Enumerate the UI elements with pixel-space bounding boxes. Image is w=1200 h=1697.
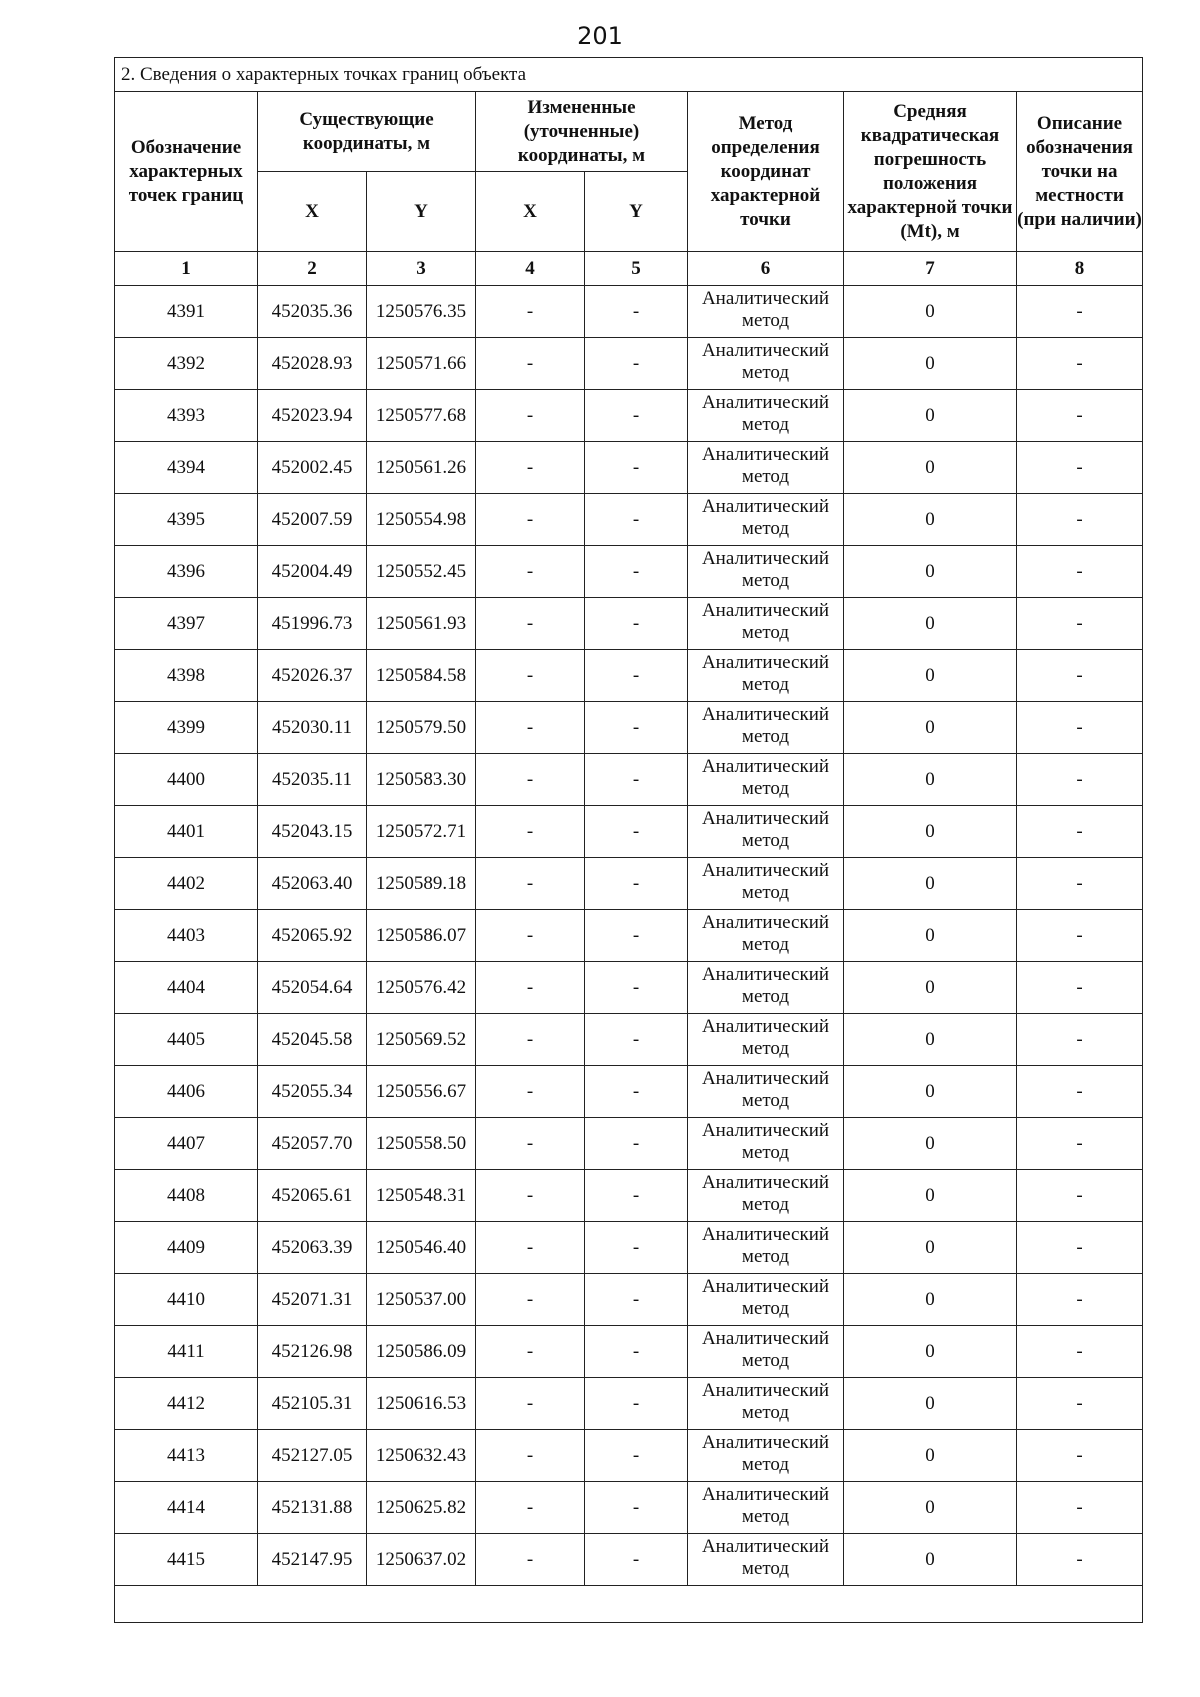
existing-y-cell: 1250572.71 xyxy=(367,806,476,858)
existing-x-cell: 451996.73 xyxy=(258,598,367,650)
method-text: Аналитический xyxy=(701,1016,830,1037)
method-cell xyxy=(688,494,844,546)
changed-x-cell: - xyxy=(476,1014,585,1066)
changed-y-cell: - xyxy=(585,1378,688,1430)
changed-x-cell: - xyxy=(476,1534,585,1586)
description-cell: - xyxy=(1017,286,1143,338)
error-cell: 0 xyxy=(844,910,1017,962)
error-cell: 0 xyxy=(844,1170,1017,1222)
error-cell: 0 xyxy=(844,754,1017,806)
description-cell: - xyxy=(1017,1482,1143,1534)
existing-y-cell: 1250586.07 xyxy=(367,910,476,962)
header-existing-y: Y xyxy=(367,172,476,252)
existing-y-cell: 1250632.43 xyxy=(367,1430,476,1482)
changed-x-cell: - xyxy=(476,1430,585,1482)
method-cell xyxy=(688,910,844,962)
method-text: Аналитический xyxy=(701,288,830,309)
changed-y-cell: - xyxy=(585,754,688,806)
point-id-cell: 4405 xyxy=(115,1014,258,1066)
point-id-cell: 4396 xyxy=(115,546,258,598)
description-cell: - xyxy=(1017,494,1143,546)
method-text: Аналитический xyxy=(701,756,830,777)
method-text: Аналитический xyxy=(701,704,830,725)
existing-x-cell: 452065.61 xyxy=(258,1170,367,1222)
table-row xyxy=(115,962,1143,1014)
method-cell xyxy=(688,754,844,806)
method-text: Аналитический xyxy=(701,340,830,361)
existing-y-cell: 1250577.68 xyxy=(367,390,476,442)
method-cell xyxy=(688,1482,844,1534)
column-number: 7 xyxy=(844,252,1017,286)
changed-y-cell: - xyxy=(585,1222,688,1274)
point-id-cell: 4402 xyxy=(115,858,258,910)
method-cell xyxy=(688,1170,844,1222)
column-number-row xyxy=(115,252,1143,286)
method-cell xyxy=(688,546,844,598)
description-cell: - xyxy=(1017,442,1143,494)
description-cell: - xyxy=(1017,806,1143,858)
table-row xyxy=(115,1118,1143,1170)
point-id-cell: 4409 xyxy=(115,1222,258,1274)
changed-y-cell: - xyxy=(585,1118,688,1170)
error-cell: 0 xyxy=(844,962,1017,1014)
changed-x-cell: - xyxy=(476,1118,585,1170)
changed-x-cell: - xyxy=(476,702,585,754)
existing-y-cell: 1250579.50 xyxy=(367,702,476,754)
description-cell: - xyxy=(1017,1274,1143,1326)
changed-y-cell: - xyxy=(585,1170,688,1222)
table-row xyxy=(115,1378,1143,1430)
changed-y-cell: - xyxy=(585,1066,688,1118)
error-cell: 0 xyxy=(844,390,1017,442)
method-text: Аналитический xyxy=(701,496,830,517)
existing-x-cell: 452002.45 xyxy=(258,442,367,494)
table-row xyxy=(115,754,1143,806)
existing-y-cell: 1250625.82 xyxy=(367,1482,476,1534)
existing-y-cell: 1250583.30 xyxy=(367,754,476,806)
error-cell: 0 xyxy=(844,1326,1017,1378)
changed-y-cell: - xyxy=(585,962,688,1014)
existing-y-cell: 1250569.52 xyxy=(367,1014,476,1066)
point-id-cell: 4404 xyxy=(115,962,258,1014)
method-cell xyxy=(688,806,844,858)
error-cell: 0 xyxy=(844,442,1017,494)
changed-x-cell: - xyxy=(476,754,585,806)
changed-y-cell: - xyxy=(585,598,688,650)
changed-x-cell: - xyxy=(476,1274,585,1326)
column-number: 3 xyxy=(367,252,476,286)
method-text: метод xyxy=(741,1038,790,1059)
existing-x-cell: 452045.58 xyxy=(258,1014,367,1066)
boundary-points-table xyxy=(114,57,1143,1623)
existing-x-cell: 452126.98 xyxy=(258,1326,367,1378)
changed-x-cell: - xyxy=(476,1482,585,1534)
method-cell xyxy=(688,1534,844,1586)
method-cell xyxy=(688,858,844,910)
changed-y-cell: - xyxy=(585,650,688,702)
method-text: метод xyxy=(741,1246,790,1267)
error-cell: 0 xyxy=(844,1378,1017,1430)
method-text: метод xyxy=(741,986,790,1007)
header-designation: Обозначение характерных точек границ xyxy=(115,92,258,252)
description-cell: - xyxy=(1017,754,1143,806)
changed-y-cell: - xyxy=(585,1534,688,1586)
header-changed-y: Y xyxy=(585,172,688,252)
existing-x-cell: 452028.93 xyxy=(258,338,367,390)
method-text: Аналитический xyxy=(701,548,830,569)
description-cell: - xyxy=(1017,1326,1143,1378)
changed-y-cell: - xyxy=(585,806,688,858)
existing-x-cell: 452004.49 xyxy=(258,546,367,598)
table-row xyxy=(115,1534,1143,1586)
existing-x-cell: 452127.05 xyxy=(258,1430,367,1482)
description-cell: - xyxy=(1017,1066,1143,1118)
existing-x-cell: 452147.95 xyxy=(258,1534,367,1586)
point-id-cell: 4415 xyxy=(115,1534,258,1586)
method-text: Аналитический xyxy=(701,1536,830,1557)
point-id-cell: 4414 xyxy=(115,1482,258,1534)
header-existing-coords: Существующие координаты, м xyxy=(258,92,476,172)
method-cell xyxy=(688,1014,844,1066)
changed-y-cell: - xyxy=(585,286,688,338)
existing-y-cell: 1250576.35 xyxy=(367,286,476,338)
changed-x-cell: - xyxy=(476,650,585,702)
column-number: 5 xyxy=(585,252,688,286)
method-cell xyxy=(688,1274,844,1326)
changed-y-cell: - xyxy=(585,1430,688,1482)
existing-y-cell: 1250589.18 xyxy=(367,858,476,910)
existing-y-cell: 1250616.53 xyxy=(367,1378,476,1430)
point-id-cell: 4411 xyxy=(115,1326,258,1378)
table-row xyxy=(115,858,1143,910)
point-id-cell: 4407 xyxy=(115,1118,258,1170)
existing-y-cell: 1250537.00 xyxy=(367,1274,476,1326)
table-row xyxy=(115,1222,1143,1274)
changed-x-cell: - xyxy=(476,338,585,390)
point-id-cell: 4413 xyxy=(115,1430,258,1482)
existing-y-cell: 1250584.58 xyxy=(367,650,476,702)
method-text: метод xyxy=(741,1142,790,1163)
method-text: метод xyxy=(741,414,790,435)
method-text: метод xyxy=(741,310,790,331)
description-cell: - xyxy=(1017,1222,1143,1274)
column-number: 1 xyxy=(115,252,258,286)
table-row xyxy=(115,650,1143,702)
changed-y-cell: - xyxy=(585,442,688,494)
error-cell: 0 xyxy=(844,1014,1017,1066)
table-row xyxy=(115,1430,1143,1482)
changed-x-cell: - xyxy=(476,962,585,1014)
header-error: Средняя квадратическая погрешность положения характерной точки (Mt), м xyxy=(844,92,1017,252)
error-cell: 0 xyxy=(844,546,1017,598)
existing-x-cell: 452131.88 xyxy=(258,1482,367,1534)
method-cell xyxy=(688,1066,844,1118)
method-text: Аналитический xyxy=(701,652,830,673)
method-cell xyxy=(688,962,844,1014)
existing-x-cell: 452035.11 xyxy=(258,754,367,806)
changed-x-cell: - xyxy=(476,1066,585,1118)
method-cell xyxy=(688,338,844,390)
table-row xyxy=(115,702,1143,754)
method-cell xyxy=(688,702,844,754)
existing-x-cell: 452007.59 xyxy=(258,494,367,546)
method-cell xyxy=(688,1430,844,1482)
column-number: 4 xyxy=(476,252,585,286)
method-text: метод xyxy=(741,362,790,383)
existing-y-cell: 1250548.31 xyxy=(367,1170,476,1222)
table-row xyxy=(115,1274,1143,1326)
point-id-cell: 4412 xyxy=(115,1378,258,1430)
existing-x-cell: 452055.34 xyxy=(258,1066,367,1118)
changed-y-cell: - xyxy=(585,546,688,598)
existing-x-cell: 452043.15 xyxy=(258,806,367,858)
existing-x-cell: 452057.70 xyxy=(258,1118,367,1170)
existing-y-cell: 1250561.93 xyxy=(367,598,476,650)
point-id-cell: 4401 xyxy=(115,806,258,858)
point-id-cell: 4395 xyxy=(115,494,258,546)
error-cell: 0 xyxy=(844,806,1017,858)
header-changed-x: X xyxy=(476,172,585,252)
method-cell xyxy=(688,1222,844,1274)
existing-x-cell: 452071.31 xyxy=(258,1274,367,1326)
method-cell xyxy=(688,650,844,702)
existing-y-cell: 1250586.09 xyxy=(367,1326,476,1378)
method-text: метод xyxy=(741,1454,790,1475)
column-number: 2 xyxy=(258,252,367,286)
table-row xyxy=(115,910,1143,962)
changed-x-cell: - xyxy=(476,390,585,442)
method-text: Аналитический xyxy=(701,1068,830,1089)
column-number: 8 xyxy=(1017,252,1143,286)
error-cell: 0 xyxy=(844,494,1017,546)
method-cell xyxy=(688,598,844,650)
method-text: Аналитический xyxy=(701,444,830,465)
changed-y-cell: - xyxy=(585,1326,688,1378)
method-text: метод xyxy=(741,1558,790,1579)
method-text: метод xyxy=(741,674,790,695)
method-cell xyxy=(688,442,844,494)
method-text: Аналитический xyxy=(701,860,830,881)
method-text: метод xyxy=(741,466,790,487)
changed-y-cell: - xyxy=(585,702,688,754)
description-cell: - xyxy=(1017,702,1143,754)
method-text: метод xyxy=(741,726,790,747)
existing-y-cell: 1250546.40 xyxy=(367,1222,476,1274)
point-id-cell: 4399 xyxy=(115,702,258,754)
method-text: метод xyxy=(741,1506,790,1527)
header-description: Описание обозначения точки на местности (при наличии) xyxy=(1017,92,1143,252)
method-text: Аналитический xyxy=(701,1380,830,1401)
table-row xyxy=(115,546,1143,598)
changed-y-cell: - xyxy=(585,1274,688,1326)
error-cell: 0 xyxy=(844,702,1017,754)
existing-x-cell: 452065.92 xyxy=(258,910,367,962)
method-text: метод xyxy=(741,1298,790,1319)
method-cell xyxy=(688,390,844,442)
error-cell: 0 xyxy=(844,1274,1017,1326)
description-cell: - xyxy=(1017,650,1143,702)
table-row xyxy=(115,1326,1143,1378)
existing-y-cell: 1250561.26 xyxy=(367,442,476,494)
table-row xyxy=(115,286,1143,338)
point-id-cell: 4391 xyxy=(115,286,258,338)
changed-x-cell: - xyxy=(476,858,585,910)
point-id-cell: 4393 xyxy=(115,390,258,442)
method-text: Аналитический xyxy=(701,808,830,829)
point-id-cell: 4403 xyxy=(115,910,258,962)
table-row xyxy=(115,806,1143,858)
empty-footer-row xyxy=(115,1586,1143,1623)
changed-x-cell: - xyxy=(476,910,585,962)
method-cell xyxy=(688,286,844,338)
changed-x-cell: - xyxy=(476,598,585,650)
point-id-cell: 4400 xyxy=(115,754,258,806)
existing-y-cell: 1250558.50 xyxy=(367,1118,476,1170)
error-cell: 0 xyxy=(844,1118,1017,1170)
table-row xyxy=(115,1170,1143,1222)
table-row xyxy=(115,494,1143,546)
description-cell: - xyxy=(1017,598,1143,650)
method-text: Аналитический xyxy=(701,1484,830,1505)
table-row xyxy=(115,390,1143,442)
changed-y-cell: - xyxy=(585,1014,688,1066)
method-cell xyxy=(688,1118,844,1170)
method-text: Аналитический xyxy=(701,392,830,413)
existing-y-cell: 1250554.98 xyxy=(367,494,476,546)
page-number: 201 xyxy=(577,22,623,50)
existing-y-cell: 1250552.45 xyxy=(367,546,476,598)
method-text: метод xyxy=(741,934,790,955)
header-existing-x: X xyxy=(258,172,367,252)
table-row xyxy=(115,1482,1143,1534)
method-text: Аналитический xyxy=(701,600,830,621)
method-text: метод xyxy=(741,622,790,643)
point-id-cell: 4394 xyxy=(115,442,258,494)
description-cell: - xyxy=(1017,1170,1143,1222)
point-id-cell: 4408 xyxy=(115,1170,258,1222)
method-text: Аналитический xyxy=(701,912,830,933)
changed-y-cell: - xyxy=(585,390,688,442)
description-cell: - xyxy=(1017,1378,1143,1430)
error-cell: 0 xyxy=(844,598,1017,650)
changed-x-cell: - xyxy=(476,1326,585,1378)
error-cell: 0 xyxy=(844,1482,1017,1534)
error-cell: 0 xyxy=(844,286,1017,338)
method-text: метод xyxy=(741,1402,790,1423)
description-cell: - xyxy=(1017,1014,1143,1066)
method-text: метод xyxy=(741,1350,790,1371)
table-row xyxy=(115,442,1143,494)
description-cell: - xyxy=(1017,910,1143,962)
column-number: 6 xyxy=(688,252,844,286)
method-text: Аналитический xyxy=(701,1432,830,1453)
table-row xyxy=(115,598,1143,650)
changed-y-cell: - xyxy=(585,910,688,962)
existing-y-cell: 1250556.67 xyxy=(367,1066,476,1118)
point-id-cell: 4392 xyxy=(115,338,258,390)
empty-footer-cell xyxy=(115,1586,1143,1623)
method-text: метод xyxy=(741,882,790,903)
method-text: Аналитический xyxy=(701,1224,830,1245)
description-cell: - xyxy=(1017,390,1143,442)
changed-x-cell: - xyxy=(476,286,585,338)
existing-y-cell: 1250637.02 xyxy=(367,1534,476,1586)
error-cell: 0 xyxy=(844,858,1017,910)
changed-y-cell: - xyxy=(585,1482,688,1534)
changed-x-cell: - xyxy=(476,1170,585,1222)
description-cell: - xyxy=(1017,1118,1143,1170)
description-cell: - xyxy=(1017,1534,1143,1586)
error-cell: 0 xyxy=(844,1430,1017,1482)
table-caption: 2. Сведения о характерных точках границ объекта xyxy=(115,58,1143,92)
point-id-cell: 4410 xyxy=(115,1274,258,1326)
existing-x-cell: 452054.64 xyxy=(258,962,367,1014)
error-cell: 0 xyxy=(844,338,1017,390)
error-cell: 0 xyxy=(844,1222,1017,1274)
existing-y-cell: 1250576.42 xyxy=(367,962,476,1014)
error-cell: 0 xyxy=(844,1066,1017,1118)
changed-x-cell: - xyxy=(476,806,585,858)
existing-y-cell: 1250571.66 xyxy=(367,338,476,390)
description-cell: - xyxy=(1017,546,1143,598)
point-id-cell: 4406 xyxy=(115,1066,258,1118)
existing-x-cell: 452063.40 xyxy=(258,858,367,910)
existing-x-cell: 452063.39 xyxy=(258,1222,367,1274)
table-row xyxy=(115,338,1143,390)
description-cell: - xyxy=(1017,858,1143,910)
existing-x-cell: 452105.31 xyxy=(258,1378,367,1430)
method-text: Аналитический xyxy=(701,1172,830,1193)
table-row xyxy=(115,1014,1143,1066)
existing-x-cell: 452035.36 xyxy=(258,286,367,338)
method-text: метод xyxy=(741,1194,790,1215)
method-text: Аналитический xyxy=(701,1276,830,1297)
changed-x-cell: - xyxy=(476,1378,585,1430)
error-cell: 0 xyxy=(844,650,1017,702)
changed-x-cell: - xyxy=(476,494,585,546)
existing-x-cell: 452030.11 xyxy=(258,702,367,754)
description-cell: - xyxy=(1017,962,1143,1014)
method-text: метод xyxy=(741,1090,790,1111)
method-text: Аналитический xyxy=(701,1120,830,1141)
existing-x-cell: 452026.37 xyxy=(258,650,367,702)
changed-x-cell: - xyxy=(476,442,585,494)
existing-x-cell: 452023.94 xyxy=(258,390,367,442)
description-cell: - xyxy=(1017,338,1143,390)
method-text: Аналитический xyxy=(701,964,830,985)
table-row xyxy=(115,1066,1143,1118)
method-text: Аналитический xyxy=(701,1328,830,1349)
method-text: метод xyxy=(741,518,790,539)
method-text: метод xyxy=(741,830,790,851)
changed-y-cell: - xyxy=(585,338,688,390)
method-text: метод xyxy=(741,570,790,591)
point-id-cell: 4397 xyxy=(115,598,258,650)
error-cell: 0 xyxy=(844,1534,1017,1586)
method-cell xyxy=(688,1326,844,1378)
point-id-cell: 4398 xyxy=(115,650,258,702)
header-method: Метод определения координат характерной точки xyxy=(688,92,844,252)
changed-x-cell: - xyxy=(476,1222,585,1274)
header-changed-coords: Измененные (уточненные) координаты, м xyxy=(476,92,688,172)
changed-y-cell: - xyxy=(585,494,688,546)
method-text: метод xyxy=(741,778,790,799)
description-cell: - xyxy=(1017,1430,1143,1482)
method-cell xyxy=(688,1378,844,1430)
changed-y-cell: - xyxy=(585,858,688,910)
changed-x-cell: - xyxy=(476,546,585,598)
